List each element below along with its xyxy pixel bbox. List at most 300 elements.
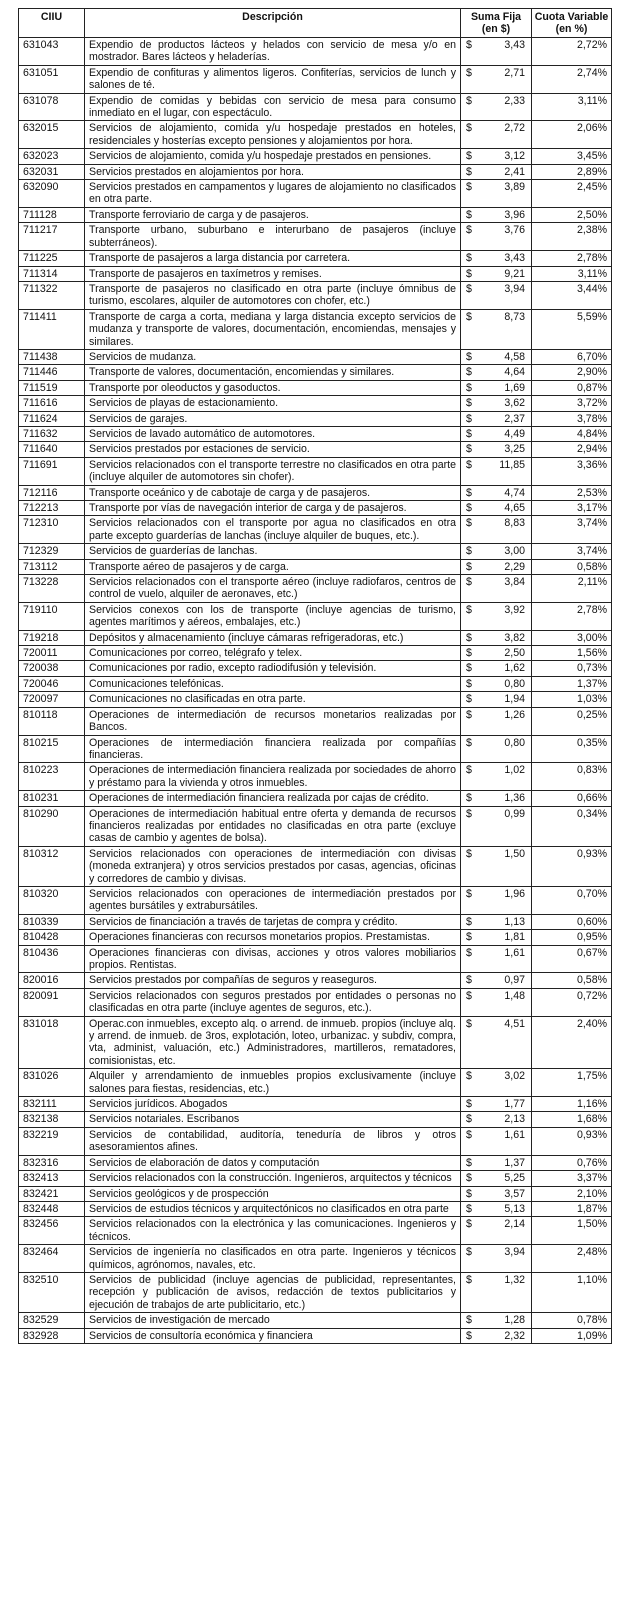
- row-variable-rate: 0,58%: [532, 973, 612, 988]
- row-code: 832316: [19, 1155, 85, 1170]
- row-description: Servicios de playas de estacionamiento.: [85, 396, 461, 411]
- table-row: [19, 1328, 612, 1343]
- row-code: 712213: [19, 501, 85, 516]
- row-variable-rate: 4,84%: [532, 426, 612, 441]
- row-fixed-amount: 2,13: [478, 1112, 532, 1127]
- row-code: 832448: [19, 1201, 85, 1216]
- row-variable-rate: 3,78%: [532, 411, 612, 426]
- row-code: 711624: [19, 411, 85, 426]
- row-fixed-amount: 1,28: [478, 1313, 532, 1328]
- row-description: Servicios relacionados con la construcción. Ingenieros, arquitectos y técnicos: [85, 1171, 461, 1186]
- table-row: [19, 575, 612, 603]
- row-fixed-amount: 1,37: [478, 1155, 532, 1170]
- row-fixed-amount: 3,00: [478, 544, 532, 559]
- row-currency-symbol: $: [461, 1186, 478, 1201]
- row-fixed-amount: 1,02: [478, 763, 532, 791]
- row-code: 719110: [19, 602, 85, 630]
- row-currency-symbol: $: [461, 65, 478, 93]
- row-currency-symbol: $: [461, 791, 478, 806]
- table-row: [19, 945, 612, 973]
- row-currency-symbol: $: [461, 251, 478, 266]
- row-fixed-amount: 2,14: [478, 1217, 532, 1245]
- table-row: [19, 930, 612, 945]
- row-fixed-amount: 2,41: [478, 164, 532, 179]
- table-row: [19, 1313, 612, 1328]
- row-code: 632015: [19, 121, 85, 149]
- row-code: 711314: [19, 266, 85, 281]
- row-currency-symbol: $: [461, 1201, 478, 1216]
- table-row: [19, 646, 612, 661]
- row-variable-rate: 0,35%: [532, 735, 612, 763]
- row-currency-symbol: $: [461, 544, 478, 559]
- row-code: 711411: [19, 309, 85, 349]
- row-variable-rate: 0,34%: [532, 806, 612, 846]
- table-row: [19, 806, 612, 846]
- row-variable-rate: 2,78%: [532, 602, 612, 630]
- row-code: 711128: [19, 207, 85, 222]
- table-row: [19, 676, 612, 691]
- row-currency-symbol: $: [461, 945, 478, 973]
- row-description: Servicios relacionados con la electrónica y las comunicaciones. Ingenieros y técnicos.: [85, 1217, 461, 1245]
- table-row: [19, 396, 612, 411]
- row-variable-rate: 3,00%: [532, 630, 612, 645]
- row-description: Transporte de valores, documentación, encomiendas y similares.: [85, 365, 461, 380]
- table-row: [19, 1245, 612, 1273]
- row-currency-symbol: $: [461, 575, 478, 603]
- table-row: [19, 1217, 612, 1245]
- table-row: [19, 559, 612, 574]
- table-row: [19, 266, 612, 281]
- header-variable-line1: Cuota Variable: [534, 11, 609, 23]
- row-currency-symbol: $: [461, 1313, 478, 1328]
- row-variable-rate: 2,38%: [532, 223, 612, 251]
- row-description: Transporte de pasajeros no clasificado en otra parte (incluye ómnibus de turismo, escolares, alquiler de automotores con chofer, etc.): [85, 281, 461, 309]
- row-description: Servicios relacionados con seguros prestados por entidades o personas no clasificadas en otra parte (incluye agentes de seguros, etc.).: [85, 988, 461, 1016]
- row-variable-rate: 1,56%: [532, 646, 612, 661]
- table-row: [19, 1186, 612, 1201]
- table-row: [19, 426, 612, 441]
- row-code: 712329: [19, 544, 85, 559]
- row-fixed-amount: 4,74: [478, 485, 532, 500]
- row-fixed-amount: 0,97: [478, 973, 532, 988]
- row-currency-symbol: $: [461, 93, 478, 121]
- row-fixed-amount: 4,65: [478, 501, 532, 516]
- table-row: [19, 180, 612, 208]
- row-currency-symbol: $: [461, 380, 478, 395]
- row-fixed-amount: 2,71: [478, 65, 532, 93]
- row-code: 810118: [19, 707, 85, 735]
- row-currency-symbol: $: [461, 1155, 478, 1170]
- row-currency-symbol: $: [461, 442, 478, 457]
- header-fixed-amount: [461, 9, 532, 38]
- row-currency-symbol: $: [461, 309, 478, 349]
- row-fixed-amount: 3,62: [478, 396, 532, 411]
- row-currency-symbol: $: [461, 457, 478, 485]
- row-description: Servicios prestados por estaciones de servicio.: [85, 442, 461, 457]
- row-description: Servicios de contabilidad, auditoría, teneduría de libros y otros asesoramientos afines.: [85, 1127, 461, 1155]
- document-page: [18, 8, 611, 1344]
- table-row: [19, 735, 612, 763]
- row-variable-rate: 6,70%: [532, 349, 612, 364]
- row-code: 810231: [19, 791, 85, 806]
- row-currency-symbol: $: [461, 164, 478, 179]
- row-description: Operaciones financieras con divisas, acciones y otros valores mobiliarios propios. Rentistas.: [85, 945, 461, 973]
- row-currency-symbol: $: [461, 149, 478, 164]
- row-fixed-amount: 11,85: [478, 457, 532, 485]
- row-variable-rate: 0,73%: [532, 661, 612, 676]
- row-code: 719218: [19, 630, 85, 645]
- row-code: 711640: [19, 442, 85, 457]
- row-code: 711446: [19, 365, 85, 380]
- row-code: 720046: [19, 676, 85, 691]
- row-fixed-amount: 1,13: [478, 914, 532, 929]
- row-currency-symbol: $: [461, 559, 478, 574]
- table-row: [19, 1201, 612, 1216]
- row-variable-rate: 2,74%: [532, 65, 612, 93]
- row-variable-rate: 2,48%: [532, 1245, 612, 1273]
- table-row: [19, 1097, 612, 1112]
- row-fixed-amount: 3,02: [478, 1069, 532, 1097]
- row-fixed-amount: 8,73: [478, 309, 532, 349]
- row-description: Operaciones financieras con recursos monetarios propios. Prestamistas.: [85, 930, 461, 945]
- row-fixed-amount: 4,64: [478, 365, 532, 380]
- table-body: [19, 38, 612, 1344]
- table-row: [19, 1127, 612, 1155]
- row-description: Transporte oceánico y de cabotaje de carga y de pasajeros.: [85, 485, 461, 500]
- table-row: [19, 846, 612, 886]
- row-variable-rate: 2,40%: [532, 1016, 612, 1069]
- row-currency-symbol: $: [461, 349, 478, 364]
- row-currency-symbol: $: [461, 806, 478, 846]
- table-row: [19, 1069, 612, 1097]
- table-row: [19, 223, 612, 251]
- row-variable-rate: 1,37%: [532, 676, 612, 691]
- row-currency-symbol: $: [461, 365, 478, 380]
- row-variable-rate: 1,09%: [532, 1328, 612, 1343]
- row-currency-symbol: $: [461, 485, 478, 500]
- table-row: [19, 1171, 612, 1186]
- row-code: 832219: [19, 1127, 85, 1155]
- row-variable-rate: 3,74%: [532, 544, 612, 559]
- row-description: Servicios de estudios técnicos y arquitectónicos no clasificados en otra parte: [85, 1201, 461, 1216]
- row-description: Servicios relacionados con el transporte aéreo (incluye radiofaros, centros de control de vuelo, alquiler de aeronaves, etc.): [85, 575, 461, 603]
- row-description: Servicios prestados en campamentos y lugares de alojamiento no clasificados en otra parte.: [85, 180, 461, 208]
- row-description: Servicios geológicos y de prospección: [85, 1186, 461, 1201]
- row-currency-symbol: $: [461, 1272, 478, 1312]
- row-currency-symbol: $: [461, 501, 478, 516]
- row-currency-symbol: $: [461, 676, 478, 691]
- row-variable-rate: 2,06%: [532, 121, 612, 149]
- row-code: 711225: [19, 251, 85, 266]
- row-variable-rate: 1,16%: [532, 1097, 612, 1112]
- row-description: Servicios conexos con los de transporte (incluye agencias de turismo, agentes marítimos y aéreos, embalajes, etc.): [85, 602, 461, 630]
- row-description: Servicios de alojamiento, comida y/u hospedaje prestados en pensiones.: [85, 149, 461, 164]
- row-fixed-amount: 4,49: [478, 426, 532, 441]
- row-currency-symbol: $: [461, 1171, 478, 1186]
- row-fixed-amount: 1,61: [478, 1127, 532, 1155]
- table-row: [19, 501, 612, 516]
- row-fixed-amount: 3,94: [478, 281, 532, 309]
- row-currency-symbol: $: [461, 396, 478, 411]
- row-variable-rate: 2,50%: [532, 207, 612, 222]
- row-variable-rate: 0,95%: [532, 930, 612, 945]
- table-row: [19, 661, 612, 676]
- row-currency-symbol: $: [461, 1127, 478, 1155]
- row-variable-rate: 0,87%: [532, 380, 612, 395]
- row-variable-rate: 1,75%: [532, 1069, 612, 1097]
- row-fixed-amount: 1,48: [478, 988, 532, 1016]
- row-code: 832413: [19, 1171, 85, 1186]
- table-row: [19, 791, 612, 806]
- row-currency-symbol: $: [461, 846, 478, 886]
- row-code: 632023: [19, 149, 85, 164]
- row-code: 832111: [19, 1097, 85, 1112]
- row-description: Transporte de pasajeros a larga distancia por carretera.: [85, 251, 461, 266]
- row-description: Servicios relacionados con el transporte por agua no clasificados en otra parte excepto guarderías de lanchas (incluye alquiler de buques, etc.).: [85, 516, 461, 544]
- row-code: 832138: [19, 1112, 85, 1127]
- row-fixed-amount: 1,96: [478, 886, 532, 914]
- row-variable-rate: 0,60%: [532, 914, 612, 929]
- row-code: 832928: [19, 1328, 85, 1343]
- header-description: Descripción: [85, 9, 461, 38]
- row-description: Depósitos y almacenamiento (incluye cámaras refrigeradoras, etc.): [85, 630, 461, 645]
- row-variable-rate: 0,76%: [532, 1155, 612, 1170]
- row-description: Operaciones de intermediación financiera realizada por cajas de crédito.: [85, 791, 461, 806]
- row-currency-symbol: $: [461, 1069, 478, 1097]
- row-description: Operaciones de intermediación habitual entre oferta y demanda de recursos financieros realizadas por entidades no clasificadas en otra parte (excluye casas de cambio y agentes de bolsa).: [85, 806, 461, 846]
- row-currency-symbol: $: [461, 281, 478, 309]
- row-code: 832510: [19, 1272, 85, 1312]
- row-description: Transporte por vías de navegación interior de carga y de pasajeros.: [85, 501, 461, 516]
- table-header-row: [19, 9, 612, 38]
- table-row: [19, 1112, 612, 1127]
- row-fixed-amount: 3,92: [478, 602, 532, 630]
- row-description: Servicios de guarderías de lanchas.: [85, 544, 461, 559]
- row-currency-symbol: $: [461, 426, 478, 441]
- table-row: [19, 914, 612, 929]
- row-description: Servicios prestados en alojamientos por hora.: [85, 164, 461, 179]
- row-code: 632090: [19, 180, 85, 208]
- row-code: 713112: [19, 559, 85, 574]
- row-code: 711519: [19, 380, 85, 395]
- ciiu-rates-table: [18, 8, 612, 1344]
- row-fixed-amount: 1,50: [478, 846, 532, 886]
- row-code: 810290: [19, 806, 85, 846]
- row-fixed-amount: 2,29: [478, 559, 532, 574]
- table-row: [19, 251, 612, 266]
- table-row: [19, 1272, 612, 1312]
- row-code: 711691: [19, 457, 85, 485]
- row-currency-symbol: $: [461, 988, 478, 1016]
- row-code: 820016: [19, 973, 85, 988]
- row-currency-symbol: $: [461, 180, 478, 208]
- row-fixed-amount: 1,81: [478, 930, 532, 945]
- table-row: [19, 973, 612, 988]
- table-row: [19, 707, 612, 735]
- row-fixed-amount: 1,26: [478, 707, 532, 735]
- table-row: [19, 207, 612, 222]
- row-fixed-amount: 3,96: [478, 207, 532, 222]
- row-description: Expendio de productos lácteos y helados con servicio de mesa y/o en mostrador. Bares lácteos y heladerías.: [85, 38, 461, 66]
- header-variable-line2: (en %): [555, 23, 588, 35]
- row-variable-rate: 0,67%: [532, 945, 612, 973]
- table-row: [19, 886, 612, 914]
- row-currency-symbol: $: [461, 207, 478, 222]
- row-description: Operaciones de intermediación financiera realizada por compañías financieras.: [85, 735, 461, 763]
- row-variable-rate: 2,53%: [532, 485, 612, 500]
- row-description: Servicios de mudanza.: [85, 349, 461, 364]
- row-variable-rate: 2,11%: [532, 575, 612, 603]
- row-fixed-amount: 3,57: [478, 1186, 532, 1201]
- row-variable-rate: 1,10%: [532, 1272, 612, 1312]
- row-currency-symbol: $: [461, 38, 478, 66]
- table-row: [19, 411, 612, 426]
- table-row: [19, 602, 612, 630]
- row-code: 831018: [19, 1016, 85, 1069]
- row-variable-rate: 3,11%: [532, 266, 612, 281]
- row-code: 810215: [19, 735, 85, 763]
- row-fixed-amount: 3,43: [478, 251, 532, 266]
- row-fixed-amount: 1,94: [478, 692, 532, 707]
- row-currency-symbol: $: [461, 630, 478, 645]
- row-variable-rate: 3,37%: [532, 1171, 612, 1186]
- row-fixed-amount: 5,25: [478, 1171, 532, 1186]
- row-description: Servicios de garajes.: [85, 411, 461, 426]
- table-row: [19, 38, 612, 66]
- table-row: [19, 516, 612, 544]
- row-code: 632031: [19, 164, 85, 179]
- row-code: 831026: [19, 1069, 85, 1097]
- row-code: 832421: [19, 1186, 85, 1201]
- row-code: 810312: [19, 846, 85, 886]
- row-variable-rate: 1,68%: [532, 1112, 612, 1127]
- row-fixed-amount: 1,32: [478, 1272, 532, 1312]
- row-code: 810320: [19, 886, 85, 914]
- row-variable-rate: 0,25%: [532, 707, 612, 735]
- row-currency-symbol: $: [461, 1097, 478, 1112]
- header-fixed-line1: Suma Fija: [470, 11, 522, 23]
- table-row: [19, 442, 612, 457]
- row-code: 712310: [19, 516, 85, 544]
- row-currency-symbol: $: [461, 1245, 478, 1273]
- row-currency-symbol: $: [461, 223, 478, 251]
- row-variable-rate: 0,70%: [532, 886, 612, 914]
- row-currency-symbol: $: [461, 1217, 478, 1245]
- row-description: Transporte urbano, suburbano e interurbano de pasajeros (incluye subterráneos).: [85, 223, 461, 251]
- row-fixed-amount: 1,62: [478, 661, 532, 676]
- row-variable-rate: 1,03%: [532, 692, 612, 707]
- row-description: Expendio de confituras y alimentos ligeros. Confiterías, servicios de lunch y salones de té.: [85, 65, 461, 93]
- row-fixed-amount: 0,80: [478, 676, 532, 691]
- row-variable-rate: 3,45%: [532, 149, 612, 164]
- row-code: 711616: [19, 396, 85, 411]
- table-row: [19, 988, 612, 1016]
- row-code: 631078: [19, 93, 85, 121]
- row-fixed-amount: 2,32: [478, 1328, 532, 1343]
- row-variable-rate: 2,10%: [532, 1186, 612, 1201]
- row-currency-symbol: $: [461, 1112, 478, 1127]
- table-row: [19, 164, 612, 179]
- row-variable-rate: 3,17%: [532, 501, 612, 516]
- row-variable-rate: 3,11%: [532, 93, 612, 121]
- row-currency-symbol: $: [461, 646, 478, 661]
- row-description: Servicios relacionados con el transporte terrestre no clasificados en otra parte (incluye alquiler de automotores sin chofer).: [85, 457, 461, 485]
- row-description: Comunicaciones telefónicas.: [85, 676, 461, 691]
- row-variable-rate: 3,44%: [532, 281, 612, 309]
- row-currency-symbol: $: [461, 763, 478, 791]
- row-description: Servicios de financiación a través de tarjetas de compra y crédito.: [85, 914, 461, 929]
- row-code: 711632: [19, 426, 85, 441]
- table-row: [19, 149, 612, 164]
- row-description: Servicios de publicidad (incluye agencias de publicidad, representantes, recepción y publicación de avisos, redacción de textos publicitarios y ejecución de trabajos de arte publicitario, etc.): [85, 1272, 461, 1312]
- row-currency-symbol: $: [461, 411, 478, 426]
- row-variable-rate: 0,58%: [532, 559, 612, 574]
- row-description: Servicios notariales. Escribanos: [85, 1112, 461, 1127]
- row-variable-rate: 2,78%: [532, 251, 612, 266]
- row-code: 631051: [19, 65, 85, 93]
- row-code: 720038: [19, 661, 85, 676]
- header-code: CIIU: [19, 9, 85, 38]
- row-fixed-amount: 4,51: [478, 1016, 532, 1069]
- table-row: [19, 365, 612, 380]
- row-description: Operac.con inmuebles, excepto alq. o arrend. de inmueb. propios (incluye alq. y arrend. de inmueb. de 3ros, explotación, loteo, urbanizac. y subdiv, compra, vta, administ, valuación, etc.) Administradores, martilleros, rematadores, comisionistas, etc.: [85, 1016, 461, 1069]
- row-fixed-amount: 3,94: [478, 1245, 532, 1273]
- row-fixed-amount: 5,13: [478, 1201, 532, 1216]
- row-currency-symbol: $: [461, 121, 478, 149]
- row-fixed-amount: 2,72: [478, 121, 532, 149]
- row-currency-symbol: $: [461, 886, 478, 914]
- row-variable-rate: 3,74%: [532, 516, 612, 544]
- table-row: [19, 630, 612, 645]
- row-currency-symbol: $: [461, 914, 478, 929]
- row-variable-rate: 0,78%: [532, 1313, 612, 1328]
- row-variable-rate: 0,66%: [532, 791, 612, 806]
- row-fixed-amount: 8,83: [478, 516, 532, 544]
- row-fixed-amount: 3,89: [478, 180, 532, 208]
- table-row: [19, 457, 612, 485]
- row-description: Operaciones de intermediación financiera realizada por sociedades de ahorro y préstamo para la vivienda y otros inmuebles.: [85, 763, 461, 791]
- row-fixed-amount: 3,84: [478, 575, 532, 603]
- row-variable-rate: 0,93%: [532, 846, 612, 886]
- row-currency-symbol: $: [461, 1328, 478, 1343]
- row-fixed-amount: 2,50: [478, 646, 532, 661]
- row-description: Expendio de comidas y bebidas con servicio de mesa para consumo inmediato en el lugar, con espectáculo.: [85, 93, 461, 121]
- row-code: 711438: [19, 349, 85, 364]
- row-variable-rate: 1,87%: [532, 1201, 612, 1216]
- table-row: [19, 380, 612, 395]
- row-code: 810428: [19, 930, 85, 945]
- table-row: [19, 692, 612, 707]
- row-fixed-amount: 3,25: [478, 442, 532, 457]
- row-currency-symbol: $: [461, 516, 478, 544]
- row-code: 720011: [19, 646, 85, 661]
- table-row: [19, 349, 612, 364]
- row-variable-rate: 2,94%: [532, 442, 612, 457]
- row-description: Servicios de investigación de mercado: [85, 1313, 461, 1328]
- row-currency-symbol: $: [461, 973, 478, 988]
- row-code: 713228: [19, 575, 85, 603]
- row-description: Operaciones de intermediación de recursos monetarios realizadas por Bancos.: [85, 707, 461, 735]
- row-fixed-amount: 2,37: [478, 411, 532, 426]
- table-row: [19, 121, 612, 149]
- row-code: 832464: [19, 1245, 85, 1273]
- row-currency-symbol: $: [461, 661, 478, 676]
- row-fixed-amount: 4,58: [478, 349, 532, 364]
- row-variable-rate: 5,59%: [532, 309, 612, 349]
- row-description: Alquiler y arrendamiento de inmuebles propios exclusivamente (incluye salones para fiestas, residencias, etc.): [85, 1069, 461, 1097]
- row-variable-rate: 2,72%: [532, 38, 612, 66]
- row-code: 832529: [19, 1313, 85, 1328]
